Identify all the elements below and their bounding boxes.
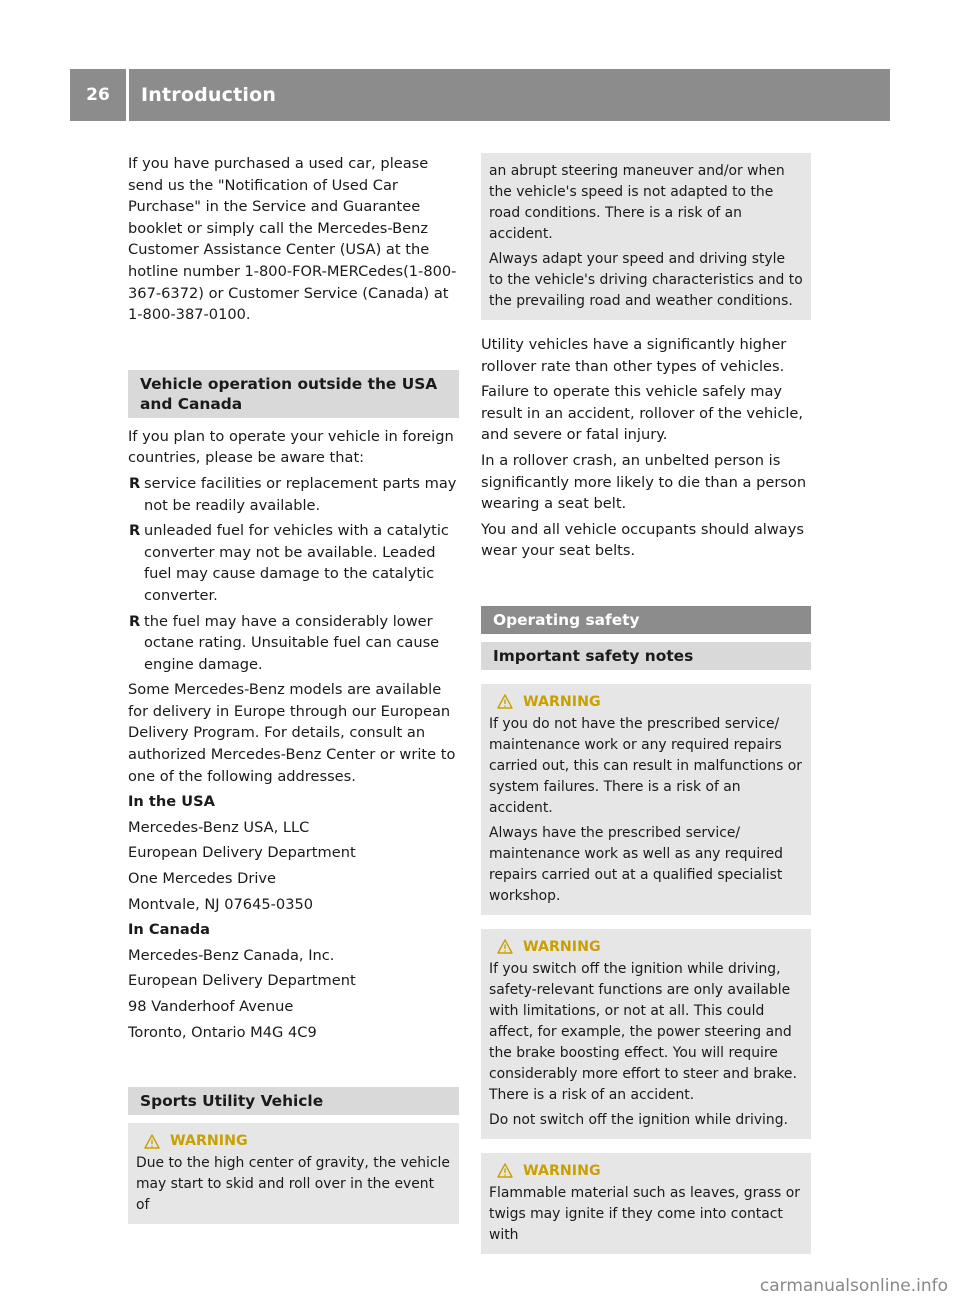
page-header bbox=[70, 69, 890, 121]
canada-address-heading: In Canada bbox=[128, 921, 210, 939]
warning-text: If you switch off the ignition while driving, safety-relevant functions are only available with limitations, or not at all. This could affect, for example, the power steering and the brake boosting effect. You will require considerably more effort to steer and brake. There is a risk of an accident. bbox=[489, 960, 797, 1103]
address-line: Mercedes-Benz Canada, Inc. bbox=[128, 946, 335, 964]
warning-triangle-icon bbox=[497, 694, 513, 709]
bullet-icon: R bbox=[129, 474, 141, 492]
address-line: European Delivery Department bbox=[128, 972, 356, 990]
section-heading-suv: Sports Utility Vehicle bbox=[128, 1087, 459, 1115]
section-heading-outside-usa: Vehicle operation outside the USA and Canada bbox=[128, 370, 459, 418]
chapter-heading-operating-safety: Operating safety bbox=[481, 606, 811, 634]
watermark-text: carmanualsonline.info bbox=[759, 1276, 948, 1296]
warning-text: Flammable material such as leaves, grass or twigs may ignite if they come into contact with bbox=[489, 1184, 800, 1243]
used-car-paragraph: If you have purchased a used car, please send us the "Notification of Used Car Purchase" in the Service and Guarantee booklet or simply call the Mercedes-Benz Customer Assistance Center (USA) at the hotline number 1-800-FOR-MERCedes(1-800-367-6372) or Customer Service (Canada) at 1-800-387-0100. bbox=[128, 155, 457, 324]
warning-triangle-icon bbox=[497, 1163, 513, 1178]
warning-box bbox=[128, 1123, 459, 1224]
address-line: European Delivery Department bbox=[128, 844, 356, 862]
warning-box bbox=[481, 684, 811, 915]
warning-header bbox=[497, 937, 803, 957]
foreign-countries-paragraph: If you plan to operate your vehicle in foreign countries, please be aware that: bbox=[128, 427, 454, 467]
bullet-list bbox=[128, 473, 459, 675]
warning-text: Always have the prescribed service/ maintenance work as well as any required repairs carried out at a qualified specialist workshop. bbox=[489, 824, 783, 904]
rollover-paragraph: Failure to operate this vehicle safely may result in an accident, rollover of the vehicle, and severe or fatal injury. bbox=[481, 383, 804, 444]
warning-box-continued bbox=[481, 153, 811, 320]
warning-text: Do not switch off the ignition while driving. bbox=[489, 1111, 788, 1128]
warning-label: WARNING bbox=[523, 1162, 601, 1179]
warning-header bbox=[497, 1161, 803, 1181]
address-line: 98 Vanderhoof Avenue bbox=[128, 998, 294, 1015]
warning-header bbox=[497, 692, 803, 712]
page-title: Introduction bbox=[141, 84, 277, 106]
warning-text: If you do not have the prescribed service/ maintenance work or any required repairs carried out, this can result in malfunctions or system failures. There is a risk of an accident. bbox=[489, 715, 802, 816]
warning-box bbox=[481, 929, 811, 1139]
warning-text: an abrupt steering maneuver and/or when the vehicle's speed is not adapted to the road conditions. There is a risk of an accident. bbox=[489, 163, 785, 242]
section-heading-safety-notes: Important safety notes bbox=[481, 642, 811, 670]
right-column bbox=[481, 153, 811, 1268]
header-divider bbox=[126, 69, 129, 121]
rollover-paragraph: Utility vehicles have a significantly higher rollover rate than other types of vehicles. bbox=[481, 336, 787, 375]
bullet-icon: R bbox=[129, 612, 141, 630]
usa-address-heading: In the USA bbox=[128, 793, 215, 811]
warning-triangle-icon bbox=[497, 939, 513, 954]
european-delivery-paragraph: Some Mercedes-Benz models are available for delivery in Europe through our European Delivery Program. For details, consult an authorized Mercedes-Benz Center or write to one of the following addresses. bbox=[128, 681, 456, 785]
warning-text: Due to the high center of gravity, the vehicle may start to skid and roll over in the event of bbox=[136, 1155, 450, 1214]
address-line: Montvale, NJ 07645-0350 bbox=[128, 895, 314, 913]
address-line: One Mercedes Drive bbox=[128, 870, 276, 888]
warning-header bbox=[144, 1131, 451, 1151]
list-item: R the fuel may have a considerably lower octane rating. Unsuitable fuel can cause engine damage. bbox=[129, 612, 440, 673]
page-number: 26 bbox=[86, 85, 110, 105]
bullet-icon: R bbox=[129, 522, 141, 540]
address-line: Mercedes-Benz USA, LLC bbox=[128, 818, 310, 836]
warning-label: WARNING bbox=[523, 693, 601, 710]
list-item: R service facilities or replacement parts may not be readily available. bbox=[129, 474, 457, 514]
left-column bbox=[128, 153, 459, 1238]
warning-text: Always adapt your speed and driving style to the vehicle's driving characteristics and to the prevailing road and weather conditions. bbox=[489, 251, 803, 309]
warning-box bbox=[481, 1153, 811, 1254]
warning-triangle-icon bbox=[144, 1134, 160, 1149]
list-item: R unleaded fuel for vehicles with a catalytic converter may not be available. Leaded fuel may cause damage to the catalytic converter. bbox=[129, 522, 449, 604]
address-line: Toronto, Ontario M4G 4C9 bbox=[128, 1023, 317, 1041]
warning-label: WARNING bbox=[523, 938, 601, 955]
rollover-paragraph: You and all vehicle occupants should always wear your seat belts. bbox=[481, 520, 804, 560]
warning-label: WARNING bbox=[170, 1133, 248, 1150]
rollover-paragraph: In a rollover crash, an unbelted person is significantly more likely to die than a person wearing a seat belt. bbox=[481, 451, 807, 513]
